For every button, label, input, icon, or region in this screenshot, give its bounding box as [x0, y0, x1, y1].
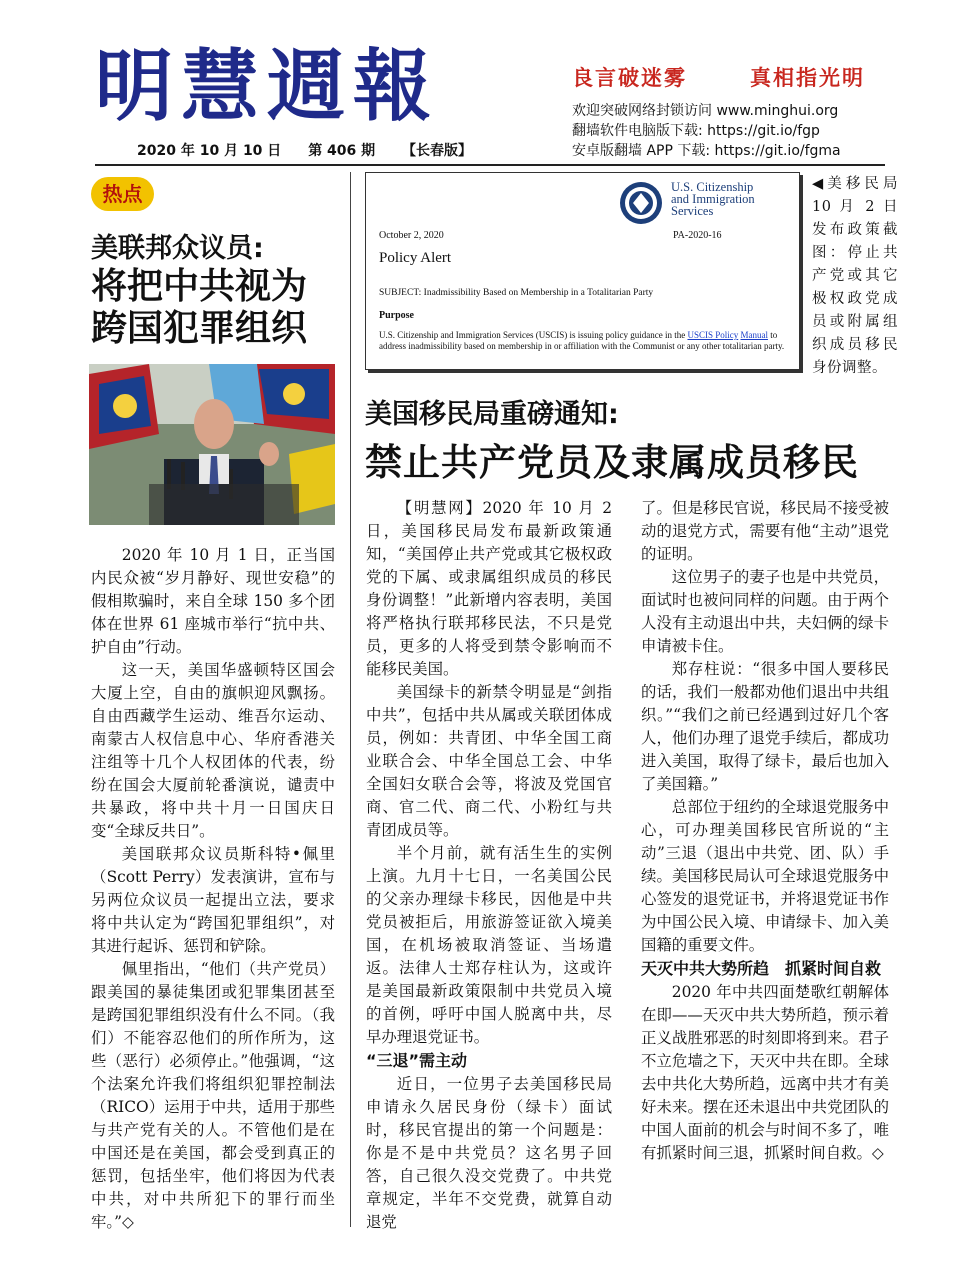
- paragraph: 2020 年 10 月 1 日，正当国内民众被“岁月静好、现世安稳”的假相欺骗时，来自全球 150 多个团体在世界 61 座城市举行“抗中共、护自由”行动。: [91, 546, 335, 656]
- paragraph: 郑存柱说：“很多中国人要移民的话，我们一般都劝他们退出中共组织。”“我们之前已经遇到过好几个客人，他们办理了退党手续后，都成功进入美国，取得了绿卡，最后也加入了美国籍。”: [641, 660, 889, 793]
- policy-purpose-text: U.S. Citizenship and Immigration Services (USCIS) is issuing policy guidance in the USCIS Policy Manual to address inadmissibility based on membership in or affiliation with the Communist or any other totalitarian party.: [379, 330, 785, 351]
- masthead-rule: [95, 164, 885, 166]
- dateline: [137, 140, 494, 160]
- policy-purpose-label: Purpose: [379, 310, 414, 321]
- left-headline-line-2: 跨国犯罪组织: [91, 308, 308, 349]
- promo-android-download: 安卓版翻墙 APP 下载: https://git.io/fgma: [572, 143, 841, 159]
- mid-headline-main: 禁止共产党员及隶属成员移民: [365, 441, 859, 484]
- section-subhead: “三退”需主动: [366, 1051, 468, 1070]
- policy-manual-link-cont[interactable]: Manual: [740, 330, 768, 340]
- uscis-agency-name: U.S. Citizenship and Immigration Services: [671, 180, 755, 218]
- policy-title: Policy Alert: [379, 250, 452, 266]
- rally-photo: [89, 364, 335, 525]
- policy-alert-image: [365, 172, 800, 370]
- policy-subject: SUBJECT: Inadmissibility Based on Membership in a Totalitarian Party: [379, 288, 654, 298]
- paragraph: 佩里指出，“他们（共产党员）跟美国的暴徒集团或犯罪集团甚至是跨国犯罪组织没有什么不同。（我们）不能容忍他们的所作所为，这些（恶行）必须停止。”他强调，“这个法案允许我们将组织犯罪控制法（RICO）运用于中共，适用于那些与共产党有关的人。不管他们是在中国还是在美国，都会受到真正的惩罚，包括坐牢，他们将因为代表中共，对中共所犯下的罪行而坐牢。”◇: [91, 960, 335, 1231]
- paragraph: 半个月前，就有活生生的实例上演。九月十七日，一名美国公民的父亲办理绿卡移民，因他是中共党员被拒后，用旅游签证欲入境美国，在机场被取消签证、当场遣返。法律人士郑存柱认为，这或许是美国最新政策限制中共党员入境的首例，呼吁中国人脱离中共，尽早办理退党证书。: [366, 844, 612, 1046]
- slogan-left: 良言破迷雾: [572, 66, 687, 90]
- mid-headline-kicker: 美国移民局重磅通知:: [365, 399, 619, 430]
- promo-website: 欢迎突破网络封锁访问 www.minghui.org: [572, 103, 839, 119]
- dhs-seal-icon: [619, 181, 663, 225]
- paragraph: 【明慧网】2020 年 10 月 2 日，美国移民局发布最新政策通知，“美国停止共产党或其它极权政党的下属、或隶属组织成员的移民身份调整！”此新增内容表明，美国将严格执行联邦移民法，不只是党员，更多的人将受到禁令影响而不能移民美国。: [366, 499, 612, 678]
- left-headline-line-1: 将把中共视为: [91, 266, 308, 307]
- paragraph: 总部位于纽约的全球退党服务中心，可办理美国移民官所说的“主动”三退（退出中共党、团、队）手续。美国移民局认可全球退党服务中心签发的退党证书，并将退党证书作为中国公民入境、申请绿卡、加入美国籍的重要文件。: [641, 798, 889, 954]
- rally-photo-illustration: [89, 364, 335, 525]
- policy-manual-link[interactable]: USCIS Policy: [687, 330, 739, 340]
- paragraph: 美国联邦众议员斯科特•佩里（Scott Perry）发表演讲，宣布与另两位众议员一起提出立法，要求将中共认定为“跨国犯罪组织”，对其进行起诉、惩罚和铲除。: [91, 845, 335, 955]
- paragraph: 美国绿卡的新禁令明显是“剑指中共”，包括中共从属或关联团体成员，例如：共青团、中华全国工商业联合会、中华全国总工会、中华全国妇女联合会等，将波及党国官商、官二代、商二代、小粉红与共青团成员等。: [366, 683, 612, 839]
- mid-article-body: [366, 497, 612, 1234]
- paragraph: 近日，一位男子去美国移民局申请永久居民身份（绿卡）面试时，移民官提出的第一个问题是：你是不是中共党员？这名男子回答，自己很久没交党费了。中共党章规定，半年不交党费，就算自动退党: [366, 1075, 612, 1231]
- left-headline-kicker: 美联邦众议员:: [91, 233, 264, 264]
- policy-image-caption: ◀美移民局10 月 2 日发布政策截图：停止共产党或其它极权政党成员或附属组织成员移民身份调整。: [812, 176, 898, 376]
- right-article-body: [641, 497, 889, 1165]
- edition: 【长春版】: [402, 143, 473, 159]
- paragraph: 这一天，美国华盛顿特区国会大厦上空，自由的旗帜迎风飘扬。自由西藏学生运动、维吾尔运动、南蒙古人权信息中心、华府香港关注组等十几个人权团体的代表，纷纷在国会大厦前轮番演说，谴责中共暴政，将中共十月一日国庆日变“全球反共日”。: [91, 661, 335, 840]
- paragraph: 这位男子的妻子也是中共党员，面试时也被问同样的问题。由于两个人没有主动退出中共，夫妇俩的绿卡申请被卡住。: [641, 568, 889, 655]
- issue-number: 第 406 期: [308, 143, 376, 159]
- left-headline-main: [91, 266, 307, 350]
- column-divider: [350, 172, 351, 1227]
- masthead-title: 明慧週報: [95, 41, 440, 132]
- policy-code: PA-2020-16: [673, 230, 722, 241]
- paragraph: 2020 年中共四面楚歌红朝解体在即——天灭中共大势所趋，预示着正义战胜邪恶的时刻即将到来。君子不立危墙之下，天灭中共在即。全球去中共化大势所趋，远离中共才有美好未来。摆在还未退出中共党团队的中国人面前的机会与时间不多了，唯有抓紧时间三退，抓紧时间自救。◇: [641, 983, 889, 1162]
- slogan-right: 真相指光明: [750, 66, 865, 90]
- paragraph: 了。但是移民官说，移民局不接受被动的退党方式，需要有他“主动”退党的证明。: [641, 499, 889, 563]
- hot-badge: 热点: [91, 177, 154, 211]
- issue-date: 2020 年 10 月 10 日: [137, 143, 282, 159]
- promo-desktop-download: 翻墙软件电脑版下载: https://git.io/fgp: [572, 123, 820, 139]
- left-article-body: [91, 544, 335, 1234]
- section-subhead: 天灭中共大势所趋 抓紧时间自救: [641, 959, 882, 978]
- policy-date: October 2, 2020: [379, 230, 444, 241]
